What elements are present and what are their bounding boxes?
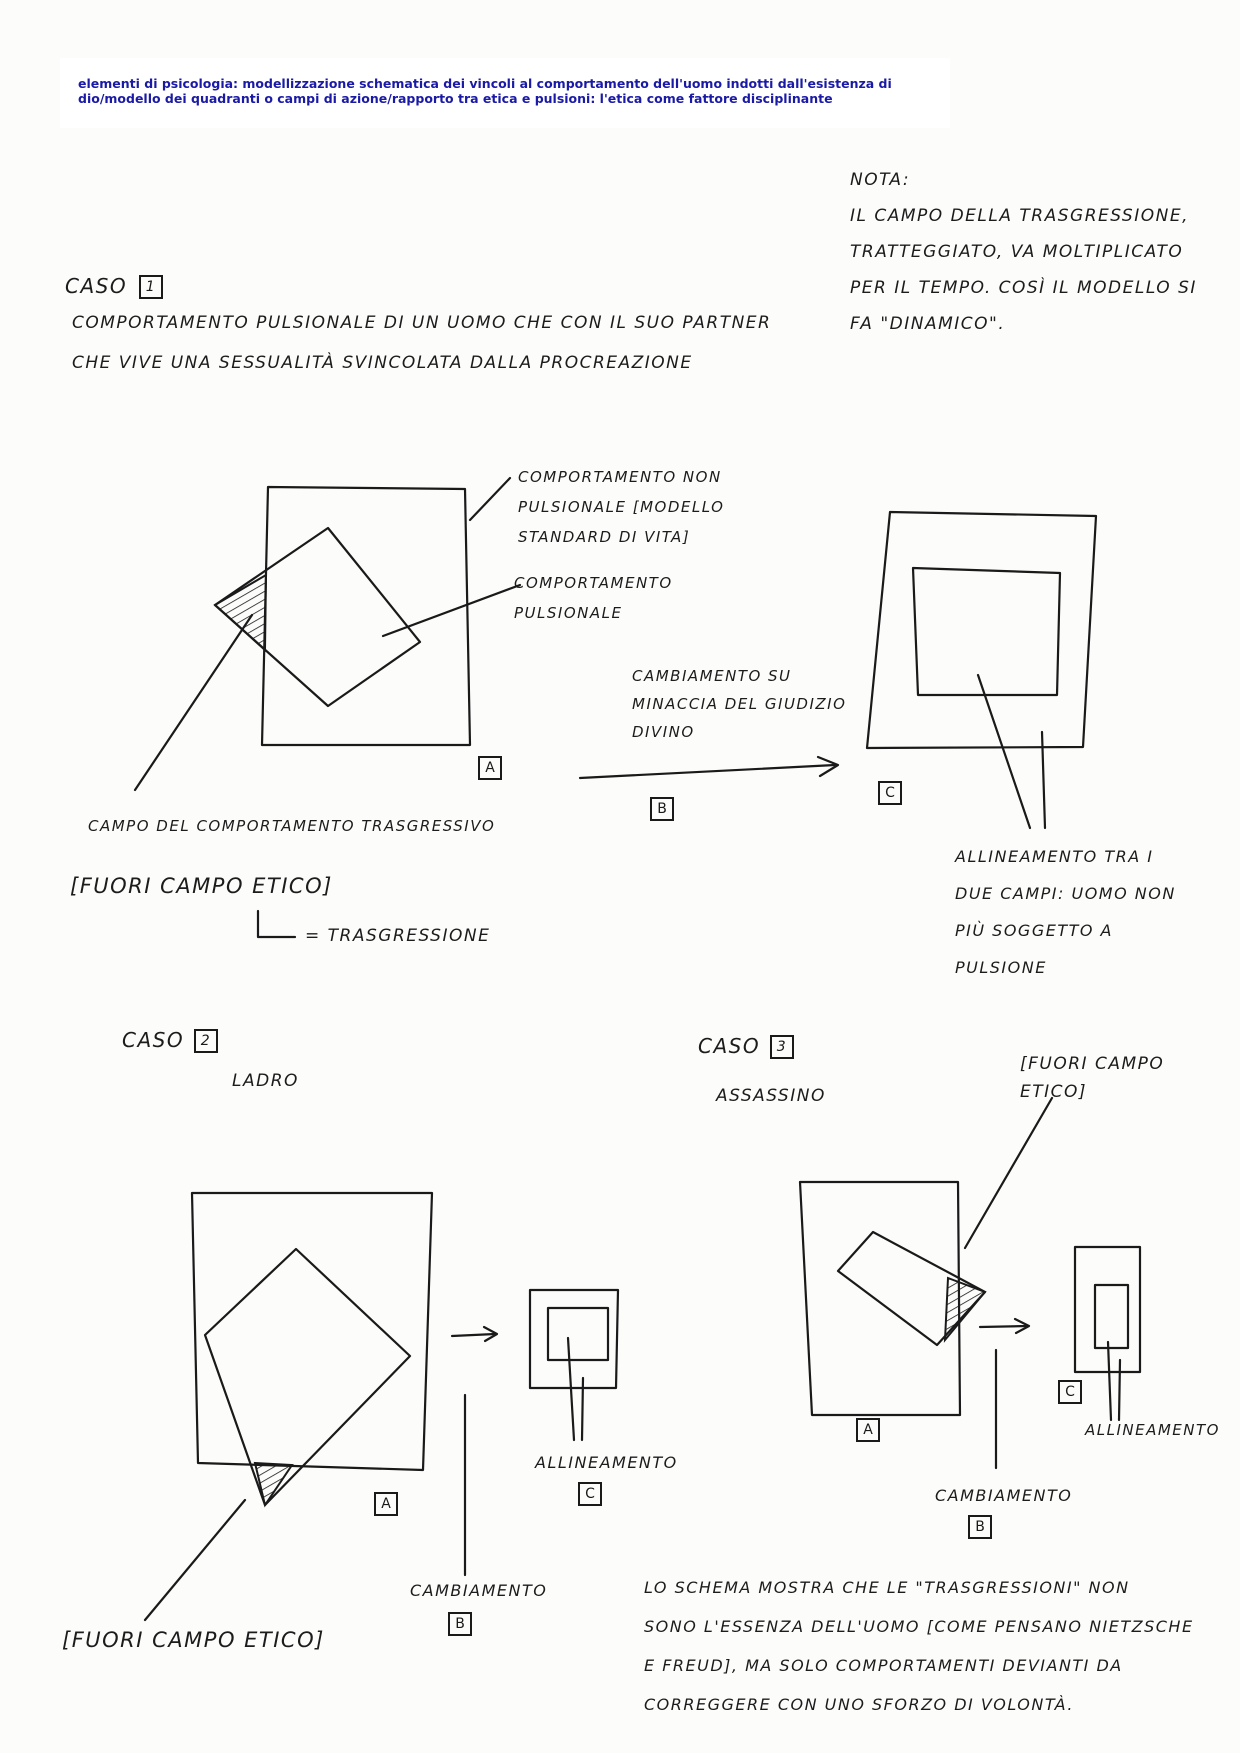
case1-desc-line-2: CHE VIVE UNA SESSUALITÀ SVINCOLATA DALLA PROCREAZIONE [72, 353, 693, 373]
case1-label-pulsionale: COMPORTAMENTO PULSIONALE [514, 574, 673, 622]
case2-diagram-a [145, 1193, 432, 1620]
case3-label-cambiamento: CAMBIAMENTO [935, 1486, 1073, 1505]
case1-fuori-campo: [FUORI CAMPO ETICO] [70, 874, 333, 898]
case2-c-inner [548, 1308, 608, 1360]
note-line-3: PER IL TEMPO. COSÌ IL MODELLO SI [850, 278, 1197, 298]
case2-number-box: 2 [194, 1029, 218, 1053]
case1-c-inner [913, 568, 1060, 695]
case3-leader-fuori [965, 1098, 1052, 1248]
case3-c-leader-2 [1119, 1360, 1120, 1420]
case1-number-box: 1 [139, 275, 163, 299]
case3-arrow [980, 1319, 1029, 1468]
conclusion-line-4: CORREGGERE CON UNO SFORZO DI VOLONTÀ. [644, 1695, 1074, 1714]
case1-desc-line-1: COMPORTAMENTO PULSIONALE DI UN UOMO CHE CON IL SUO PARTNER [72, 313, 772, 333]
case3-box-b: B [968, 1515, 992, 1539]
case3-diagram-c [1075, 1247, 1140, 1420]
case2-subtitle: LADRO [232, 1071, 299, 1091]
case3-number-box: 3 [770, 1035, 794, 1059]
case3-transgression-hatch [945, 1278, 985, 1340]
case2-box-b: B [448, 1612, 472, 1636]
note-line-4: FA "DINAMICO". [850, 314, 1006, 334]
case3-fuori-campo: [FUORI CAMPO ETICO] [1020, 1054, 1165, 1102]
case3-diagram-a [800, 1098, 1052, 1415]
case1-arrow-b [580, 757, 838, 778]
case1-legend-text: = TRASGRESSIONE [305, 926, 491, 946]
case3-box-a: A [856, 1418, 880, 1442]
conclusion-line-3: E FREUD], MA SOLO COMPORTAMENTI DEVIANTI DA [644, 1656, 1123, 1675]
case2-title-text: CASO [122, 1028, 185, 1052]
case2-label-cambiamento: CAMBIAMENTO [410, 1581, 548, 1600]
case2-arrow [452, 1327, 497, 1575]
case3-c-inner [1095, 1285, 1128, 1348]
case3-outer-rectangle [800, 1182, 960, 1415]
case1-description [72, 303, 792, 383]
case1-label-allineamento: ALLINEAMENTO TRA I DUE CAMPI: UOMO NON PIÙ SOGGETTO A PULSIONE [955, 847, 1176, 977]
case1-transgression-hatch [215, 575, 266, 650]
case3-title-text: CASO [698, 1034, 761, 1058]
case1-leader-trasgressivo [135, 615, 252, 790]
case1-label-non-pulsionale: COMPORTAMENTO NON PULSIONALE [MODELLO STANDARD DI VITA] [518, 468, 725, 546]
case1-box-a: A [478, 756, 502, 780]
case1-c-leader-1 [978, 675, 1030, 828]
case1-label-trasgressivo: CAMPO DEL COMPORTAMENTO TRASGRESSIVO [88, 817, 496, 835]
case2-c-outer [530, 1290, 618, 1388]
case1-c-outer [867, 512, 1096, 748]
case2-title [122, 1022, 216, 1058]
case1-leader-pulsionale [383, 585, 520, 636]
case1-legend-symbol [258, 911, 295, 937]
case1-box-b: B [650, 797, 674, 821]
case1-title-text: CASO [65, 274, 128, 298]
note-title: NOTA: [850, 170, 911, 190]
case2-outer-rectangle [192, 1193, 432, 1470]
conclusion-line-1: LO SCHEMA MOSTRA CHE LE "TRASGRESSIONI" NON [644, 1578, 1130, 1597]
case2-fuori-campo: [FUORI CAMPO ETICO] [62, 1628, 325, 1652]
note-line-2: TRATTEGGIATO, VA MOLTIPLICATO [850, 242, 1184, 262]
case1-title [65, 268, 159, 304]
case2-box-a: A [374, 1492, 398, 1516]
case2-label-allineamento: ALLINEAMENTO [535, 1453, 678, 1472]
case2-box-c: C [578, 1482, 602, 1506]
case3-subtitle: ASSASSINO [716, 1086, 826, 1106]
case2-c-leader-2 [582, 1378, 583, 1440]
note-line-1: IL CAMPO DELLA TRASGRESSIONE, [850, 206, 1189, 226]
header-title: elementi di psicologia: modellizzazione schematica dei vincoli al comportamento dell'uomo indotti dall'esistenza di dio/modello dei quadranti o campi di azione/rapporto tra etica e pulsioni: l'etica come fattore disciplinante [78, 76, 892, 106]
case3-c-leader-1 [1108, 1342, 1111, 1420]
case3-box-c: C [1058, 1380, 1082, 1404]
conclusion-line-2: SONO L'ESSENZA DELL'UOMO [COME PENSANO NIETZSCHE [644, 1617, 1194, 1636]
case1-label-cambiamento: CAMBIAMENTO SU MINACCIA DEL GIUDIZIO DIVINO [632, 667, 847, 741]
case3-title [698, 1028, 792, 1064]
case1-diagram-a [135, 478, 520, 790]
case3-label-allineamento: ALLINEAMENTO [1085, 1421, 1220, 1439]
case1-box-c: C [878, 781, 902, 805]
case2-leader-fuori [145, 1500, 245, 1620]
case2-diagram-c [530, 1290, 618, 1440]
case1-leader-non-pulsionale [470, 478, 510, 520]
note-block [850, 162, 1230, 342]
conclusion-block [644, 1568, 1204, 1724]
